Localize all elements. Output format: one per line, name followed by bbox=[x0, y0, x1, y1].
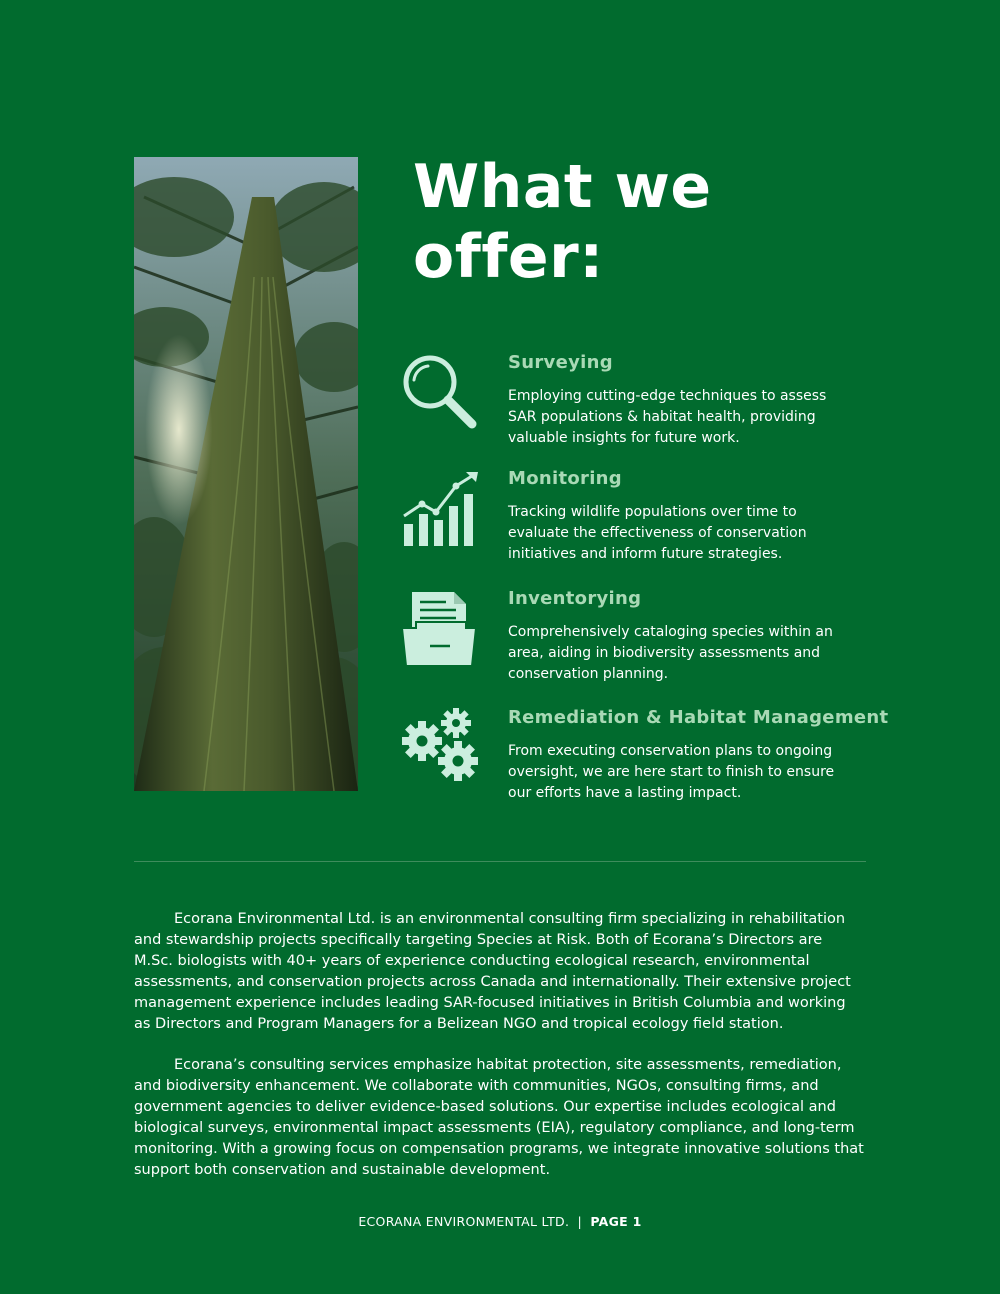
service-name: Surveying bbox=[508, 352, 613, 373]
service-remediation bbox=[400, 707, 889, 817]
page-title: What we offer: bbox=[413, 152, 712, 292]
service-inventorying bbox=[400, 588, 880, 698]
file-folder-icon bbox=[400, 588, 482, 670]
gears-icon bbox=[400, 707, 482, 789]
magnifier-icon bbox=[400, 352, 482, 434]
footer-company: ECORANA ENVIRONMENTAL LTD. bbox=[358, 1214, 570, 1229]
service-description: Comprehensively cataloging species within an area, aiding in biodiversity assessments and conservation planning. bbox=[508, 624, 833, 682]
page-footer bbox=[0, 1214, 1000, 1229]
service-description: Tracking wildlife populations over time to evaluate the effectiveness of conservation initiatives and inform future strategies. bbox=[508, 504, 807, 562]
tree-photo bbox=[134, 157, 358, 791]
service-surveying bbox=[400, 352, 880, 462]
service-name: Remediation & Habitat Management bbox=[508, 707, 889, 728]
service-monitoring bbox=[400, 468, 880, 578]
service-description: Employing cutting-edge techniques to assess SAR populations & habitat health, providing valuable insights for future work. bbox=[508, 388, 827, 446]
footer-page-number: PAGE 1 bbox=[590, 1214, 642, 1229]
tree-image bbox=[134, 157, 358, 791]
about-paragraph-2: Ecorana’s consulting services emphasize habitat protection, site assessments, remediation, and biodiversity enhancement. We collaborate with communities, NGOs, consulting firms, and government agencies to deliver evidence-based solutions. Our expertise includes ecological and biological surveys, environmental impact assessments (EIA), regulatory compliance, and long-term monitoring. With a growing focus on compensation programs, we integrate innovative solutions that support both conservation and sustainable development. bbox=[134, 1057, 864, 1178]
section-divider bbox=[134, 861, 866, 862]
service-name: Monitoring bbox=[508, 468, 622, 489]
service-description: From executing conservation plans to ongoing oversight, we are here start to finish to ensure our efforts have a lasting impact. bbox=[508, 743, 835, 801]
about-paragraph-1: Ecorana Environmental Ltd. is an environmental consulting firm specializing in rehabilitation and stewardship projects specifically targeting Species at Risk. Both of Ecorana’s Directors are M.Sc. biologists with 40+ years of experience conducting ecological research, environmental assessments, and conservation projects across Canada and internationally. Their extensive project management experience includes leading SAR-focused initiatives in British Columbia and working as Directors and Program Managers for a Belizean NGO and tropical ecology field station. bbox=[134, 911, 851, 1032]
service-name: Inventorying bbox=[508, 588, 642, 609]
growth-chart-icon bbox=[400, 468, 482, 550]
footer-separator: | bbox=[577, 1214, 583, 1229]
